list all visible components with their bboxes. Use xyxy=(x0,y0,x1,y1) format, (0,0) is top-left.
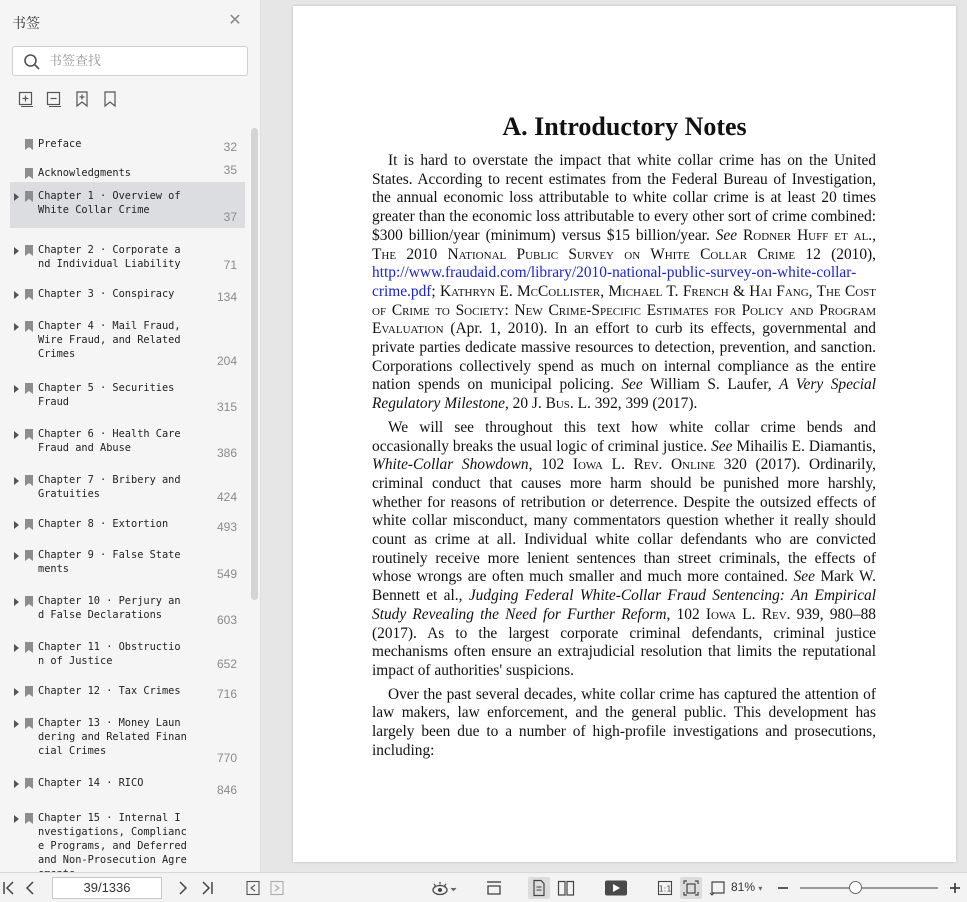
search-icon xyxy=(23,53,41,71)
actual-size-icon[interactable] xyxy=(657,879,673,897)
svg-text:1:1: 1:1 xyxy=(658,884,672,894)
bookmark-label: Chapter 2 · Corporate a nd Individual Liability xyxy=(38,244,181,270)
bookmark-label: Chapter 8 · Extortion xyxy=(38,518,169,530)
last-page-icon[interactable] xyxy=(200,879,214,897)
single-page-toggle[interactable] xyxy=(528,877,550,899)
expand-arrow-icon[interactable] xyxy=(13,779,21,789)
bookmark-page-number: 549 xyxy=(216,567,237,581)
bookmark-item[interactable] xyxy=(10,159,245,181)
expand-arrow-icon[interactable] xyxy=(13,476,21,486)
fit-width-icon[interactable] xyxy=(709,879,727,897)
source-link[interactable]: http://www.fraudaid.com/library/2010-national-public-survey-on-white-collar-crime.pdf xyxy=(372,264,857,300)
chevron-down-icon: ▾ xyxy=(758,884,763,893)
page-number-input[interactable]: 39/1336 xyxy=(52,877,162,899)
bookmark-page-number: 386 xyxy=(216,446,237,460)
bookmark-flag-icon xyxy=(24,685,34,698)
bookmark-list xyxy=(0,124,261,872)
zoom-slider-track[interactable] xyxy=(800,887,938,889)
close-icon[interactable]: ✕ xyxy=(228,12,242,29)
bookmark-page-number: 204 xyxy=(216,354,237,368)
rotate-left-icon[interactable] xyxy=(245,879,261,897)
collapse-all-icon[interactable] xyxy=(46,90,62,108)
bookmark-label: Acknowledgments xyxy=(38,167,131,179)
bookmark-icon[interactable] xyxy=(102,90,118,108)
next-page-icon[interactable] xyxy=(177,879,189,897)
bookmark-label: Chapter 10 · Perjury an d False Declarations xyxy=(38,595,181,621)
bookmark-page-number: 71 xyxy=(223,258,237,272)
expand-arrow-icon[interactable] xyxy=(13,290,21,300)
fit-page-icon xyxy=(683,879,699,897)
page-body xyxy=(372,152,876,766)
page-heading: A. Introductory Notes xyxy=(502,112,747,141)
bookmark-flag-icon xyxy=(24,190,34,203)
expand-arrow-icon[interactable] xyxy=(13,384,21,394)
sidebar-title: 书签 xyxy=(12,16,40,32)
bookmark-page-number: 424 xyxy=(216,490,237,504)
bookmark-flag-icon xyxy=(24,518,34,531)
bookmark-item[interactable] xyxy=(10,182,245,228)
bookmark-label: Chapter 14 · RICO xyxy=(38,777,144,789)
play-icon[interactable] xyxy=(604,879,628,897)
bookmark-page-number: 37 xyxy=(223,210,237,224)
fit-page-toggle[interactable] xyxy=(680,877,702,899)
bookmark-label: Chapter 15 · Internal I nvestigations, Complianc e Programs, and Deferred and Non-Prosecution Agre xyxy=(38,812,187,866)
single-page-icon xyxy=(532,879,546,897)
bookmark-label: Preface xyxy=(38,138,82,150)
bookmark-label: Chapter 6 · Health Care Fraud and Abuse xyxy=(38,428,181,454)
bookmark-page-number: 652 xyxy=(216,657,237,671)
expand-arrow-icon[interactable] xyxy=(13,814,21,824)
bookmark-flag-icon xyxy=(24,138,34,151)
bookmark-item[interactable] xyxy=(10,709,245,769)
prev-page-icon[interactable] xyxy=(24,879,36,897)
paragraph-2: We will see throughout this text how white collar crime bends and occasionally breaks the usual logic of criminal justice. See Mihailis E. Diamantis, White-Collar Showdown, 102 Iowa L. Rev. Online 320 (2017). Ordinarily, criminal conduct that causes more harm should be punished more harshly, whether for reasons of retribution or deterrence. Despite the outsized effects of white collar misconduct, many commentators question whether it really should count as crime at all. Individual white collar defendants who are convicted routinely receive more lenient sentences than street criminals, the effects of whose wrongs are often much smaller and much more contained. See Mark W. Bennett et al., Judging Federal White-Collar Fraud Sentencing: An Empirical Study Revealing the Need for Further Reform, 102 Iowa L. Rev. 939, 980–88 (2017). As to the largest corporate criminal defendants, criminal justice mechanisms often ensure an extrajudicial resolution that limits the reputational impact of authorities' suspicions. xyxy=(372,418,877,679)
bookmark-page-number: 770 xyxy=(216,751,237,765)
bookmark-flag-icon xyxy=(24,428,34,441)
paragraph-3: Over the past several decades, white collar crime has captured the attention of law makers, law enforcement, and the general public. This development has largely been due to a number of high-profile investigations and prosecutions, including: xyxy=(372,685,876,759)
bookmark-page-number: 846 xyxy=(216,783,237,797)
bookmark-item[interactable] xyxy=(10,677,245,705)
expand-arrow-icon[interactable] xyxy=(13,430,21,440)
bookmark-label: Chapter 7 · Bribery and Gratuities xyxy=(38,474,181,500)
paragraph-1: It is hard to overstate the impact that white collar crime has on the United States. According to recent estimates from the Federal Bureau of Investigation, the annual economic loss attributable to white collar crime is at least 20 times greater than the economic loss attributable to every other sort of crime combined: $300 billion/year (minimum) versus $15 billion/year. See Rodner Huff et al., The 2010 National Public Survey on White Collar Crime 12 (2010), http://www.fraudaid.com/library/2010-national-public-survey-on-white-collar-crime.pdf; Kathryn E. McCollister, Michael T. French & Hai Fang, The Cost of Crime to Society: New Crime-Specific Estimates for Policy and Program Evaluation (Apr. 1, 2010). In an effort to curb its effects, governmental and private parties dedicate massive resources to detection, prevention, and sanction. Corporations collectively spend as much on internal compliance as the entire nation spends on municipal policing. See William S. Laufer, A Very Special Regulatory Milestone, 20 J. Bus. L. 392, 399 (2017). xyxy=(372,152,876,413)
bookmark-flag-icon xyxy=(24,641,34,654)
bookmark-label: Chapter 12 · Tax Crimes xyxy=(38,685,181,697)
bookmark-flag-icon xyxy=(24,288,34,301)
expand-arrow-icon[interactable] xyxy=(13,687,21,697)
bookmark-item[interactable] xyxy=(10,804,245,876)
bookmark-item[interactable] xyxy=(10,633,245,675)
expand-arrow-icon[interactable] xyxy=(13,520,21,530)
bookmark-item[interactable] xyxy=(10,374,245,418)
status-toolbar xyxy=(0,872,967,902)
bookmark-flag-icon xyxy=(24,549,34,562)
bookmark-search-input[interactable] xyxy=(49,51,239,71)
bookmark-flag-icon xyxy=(24,717,34,730)
bookmark-item[interactable] xyxy=(10,510,245,538)
bookmark-page-number: 134 xyxy=(216,290,237,304)
zoom-slider-knob[interactable] xyxy=(849,881,862,894)
bookmark-flag-icon xyxy=(24,812,34,825)
bookmark-item[interactable] xyxy=(10,312,245,372)
expand-all-icon[interactable] xyxy=(18,90,34,108)
bookmark-item[interactable] xyxy=(10,236,245,276)
bookmark-page-number: 603 xyxy=(216,613,237,627)
bookmark-item[interactable] xyxy=(10,769,245,801)
two-page-icon[interactable] xyxy=(557,879,575,897)
expand-arrow-icon[interactable] xyxy=(13,597,21,607)
bookmark-page-number: 35 xyxy=(223,163,237,177)
bookmark-label: Chapter 9 · False State ments xyxy=(38,549,181,575)
bookmark-label: Chapter 4 · Mail Fraud, Wire Fraud, and Related Crimes xyxy=(38,320,181,360)
bookmark-item[interactable] xyxy=(10,541,245,585)
sidebar-scrollbar[interactable] xyxy=(251,128,258,600)
bookmark-item[interactable] xyxy=(10,587,245,631)
bookmark-item[interactable] xyxy=(10,420,245,464)
expand-arrow-icon[interactable] xyxy=(13,192,21,202)
bookmark-page-number: 315 xyxy=(216,400,237,414)
zoom-in-icon[interactable] xyxy=(948,879,962,897)
bookmark-label: Chapter 1 · Overview of White Collar Crime xyxy=(38,190,181,216)
bookmark-sidebar xyxy=(0,0,261,872)
split-view-icon[interactable] xyxy=(486,879,502,897)
expand-arrow-icon[interactable] xyxy=(13,246,21,256)
expand-arrow-icon[interactable] xyxy=(13,322,21,332)
document-page xyxy=(293,6,956,862)
bookmark-search-box[interactable] xyxy=(12,46,248,76)
zoom-out-icon[interactable] xyxy=(776,879,790,897)
bookmark-label: Chapter 3 · Conspiracy xyxy=(38,288,175,300)
bookmark-item[interactable] xyxy=(10,130,245,158)
bookmark-item[interactable] xyxy=(10,280,245,308)
bookmark-label: Chapter 13 · Money Laun dering and Related Finan cial Crimes xyxy=(38,717,187,757)
expand-arrow-icon[interactable] xyxy=(13,551,21,561)
rotate-right-icon[interactable] xyxy=(269,879,285,897)
bookmark-flag-icon xyxy=(24,777,34,790)
bookmark-label: Chapter 11 · Obstructio n of Justice xyxy=(38,641,181,667)
expand-arrow-icon[interactable] xyxy=(13,643,21,653)
expand-arrow-icon[interactable] xyxy=(13,719,21,729)
bookmark-flag-icon xyxy=(24,474,34,487)
first-page-icon[interactable] xyxy=(2,879,16,897)
add-bookmark-icon[interactable] xyxy=(74,90,90,108)
zoom-level-select[interactable] xyxy=(731,880,762,894)
bookmark-flag-icon xyxy=(24,244,34,257)
bookmark-flag-icon xyxy=(24,320,34,333)
zoom-level: 81% xyxy=(731,880,756,894)
document-viewport[interactable] xyxy=(262,0,967,872)
bookmark-flag-icon xyxy=(24,595,34,608)
read-mode-icon[interactable] xyxy=(431,879,459,897)
bookmark-page-number: 32 xyxy=(223,140,237,154)
bookmark-label: Chapter 5 · Securities Fraud xyxy=(38,382,175,408)
bookmark-item[interactable] xyxy=(10,466,245,508)
bookmark-flag-icon xyxy=(24,382,34,395)
bookmark-page-number: 716 xyxy=(216,687,237,701)
bookmark-flag-icon xyxy=(24,167,34,180)
bookmark-page-number: 493 xyxy=(216,520,237,534)
